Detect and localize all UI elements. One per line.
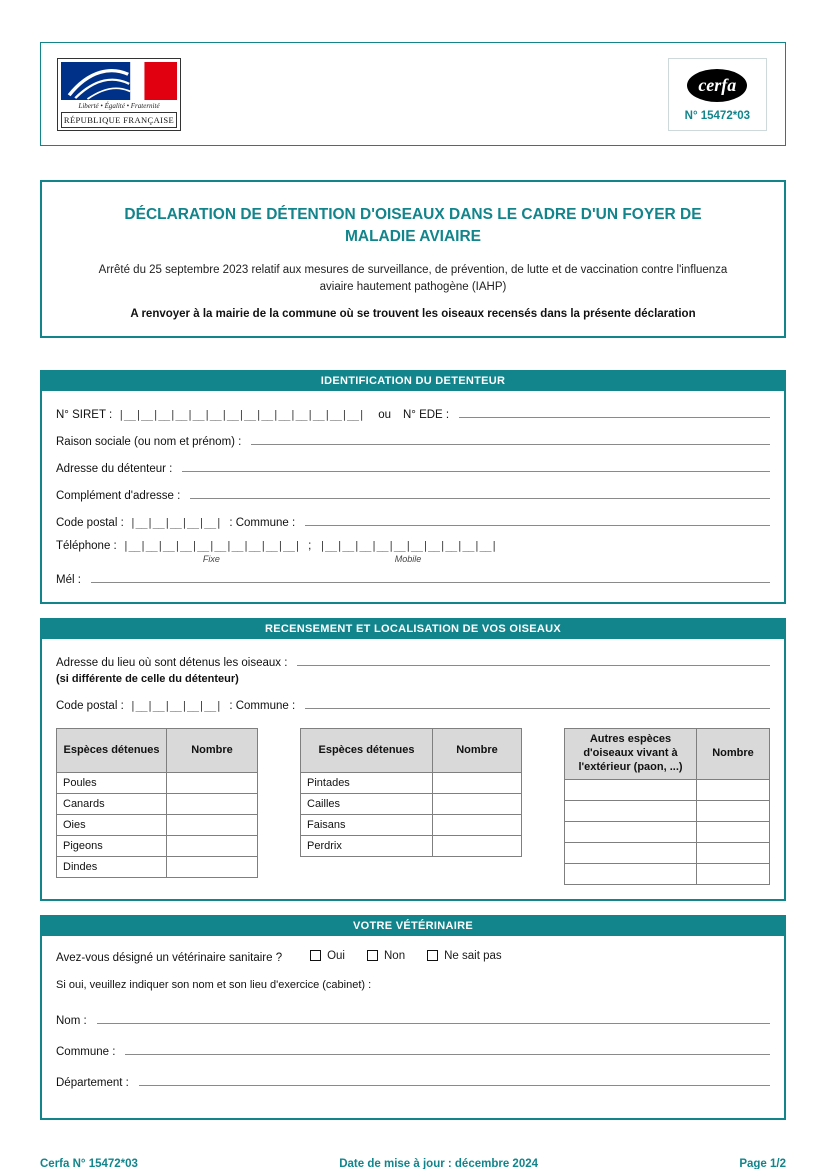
identification-body — [42, 391, 784, 602]
table3-species-header: Autres espèces d'oiseaux vivant à l'extérieur (paon, ...) — [565, 729, 697, 779]
recensement-body — [42, 639, 784, 898]
table1-header-row — [57, 729, 258, 773]
species-cell: Faisans — [301, 815, 433, 836]
species-row — [301, 794, 522, 815]
commune-label: : Commune : — [229, 517, 296, 530]
table2-header-row — [301, 729, 522, 773]
adresse-detenteur-input-line[interactable] — [182, 459, 770, 472]
form-header — [40, 42, 786, 146]
footer-update-date: Date de mise à jour : décembre 2024 — [339, 1158, 539, 1169]
species-table-2 — [300, 728, 522, 857]
vet-nom-row — [56, 1011, 770, 1027]
adresse-oiseaux-row — [56, 653, 770, 669]
species-row — [565, 800, 770, 821]
species-row — [57, 815, 258, 836]
cerfa-logo — [687, 69, 747, 102]
option-ne-sait-pas[interactable] — [427, 950, 502, 962]
mobile-caption: Mobile — [394, 554, 422, 565]
code-postal-oiseaux-label: Code postal : — [56, 700, 124, 713]
vet-departement-row — [56, 1073, 770, 1089]
species-row — [301, 815, 522, 836]
siret-row — [56, 405, 770, 421]
phone-fixe-boxes[interactable]: |__|__|__|__|__|__|__|__|__|__| — [122, 540, 301, 553]
number-cell[interactable] — [433, 836, 522, 857]
species-cell[interactable] — [565, 863, 697, 884]
commune-input-line[interactable] — [305, 513, 770, 526]
veterinaire-instruction: Si oui, veuillez indiquer son nom et son lieu d'exercice (cabinet) : — [56, 979, 372, 992]
species-table-1 — [56, 728, 258, 878]
vet-departement-input-line[interactable] — [139, 1073, 770, 1086]
vet-nom-input-line[interactable] — [97, 1011, 770, 1024]
species-row — [565, 863, 770, 884]
telephone-label: Téléphone : — [56, 540, 117, 553]
mel-label: Mél : — [56, 574, 81, 587]
number-cell[interactable] — [167, 794, 258, 815]
french-flag-marianne-icon — [61, 62, 177, 100]
species-row — [565, 842, 770, 863]
table3-header-row — [565, 729, 770, 779]
cerfa-block — [668, 58, 767, 131]
species-row — [565, 821, 770, 842]
number-cell[interactable] — [433, 794, 522, 815]
number-cell[interactable] — [697, 821, 770, 842]
option-non[interactable] — [367, 950, 405, 962]
ou-label: ou — [378, 409, 391, 422]
species-cell: Canards — [57, 794, 167, 815]
identification-title-bar: IDENTIFICATION DU DETENTEUR — [42, 372, 784, 391]
page-footer — [40, 1158, 786, 1169]
footer-page-number: Page 1/2 — [739, 1158, 786, 1169]
species-cell[interactable] — [565, 779, 697, 800]
species-row — [301, 773, 522, 794]
form-subtitle: Arrêté du 25 septembre 2023 relatif aux mesures de surveillance, de prévention, de lutte et de vaccination contre l'influenza aviaire hautement pathogène (IAHP) — [98, 263, 728, 294]
code-postal-row — [56, 513, 770, 529]
section-identification — [40, 370, 786, 604]
number-cell[interactable] — [167, 815, 258, 836]
non-checkbox[interactable] — [367, 950, 378, 961]
adresse-oiseaux-input-line[interactable] — [297, 653, 770, 666]
commune-oiseaux-input-line[interactable] — [305, 696, 770, 709]
vet-commune-input-line[interactable] — [125, 1042, 770, 1055]
option-oui[interactable] — [310, 950, 345, 962]
table2-nombre-header: Nombre — [433, 729, 522, 773]
vet-commune-row — [56, 1042, 770, 1058]
species-cell: Dindes — [57, 857, 167, 878]
footer-cerfa-number: Cerfa N° 15472*03 — [40, 1158, 138, 1169]
species-cell[interactable] — [565, 842, 697, 863]
species-table-3 — [564, 728, 770, 884]
motto-text: Liberté • Égalité • Fraternité — [78, 101, 160, 110]
veterinaire-question-label: Avez-vous désigné un vétérinaire sanitaire ? — [56, 952, 283, 965]
recensement-title-bar: RECENSEMENT ET LOCALISATION DE VOS OISEAUX — [42, 620, 784, 639]
species-row — [57, 857, 258, 878]
table1-nombre-header: Nombre — [167, 729, 258, 773]
ede-label: N° EDE : — [402, 409, 450, 422]
ede-input-line[interactable] — [459, 405, 770, 418]
number-cell[interactable] — [167, 857, 258, 878]
mel-row — [56, 570, 770, 586]
species-cell: Oies — [57, 815, 167, 836]
raison-sociale-input-line[interactable] — [251, 432, 770, 445]
cerfa-logo-text: cerfa — [698, 74, 737, 95]
species-cell: Perdrix — [301, 836, 433, 857]
oui-label: Oui — [327, 949, 345, 962]
species-row — [301, 836, 522, 857]
mel-input-line[interactable] — [91, 570, 770, 583]
raison-sociale-row — [56, 432, 770, 448]
species-row — [57, 836, 258, 857]
species-cell: Poules — [57, 773, 167, 794]
species-cell: Pintades — [301, 773, 433, 794]
form-title: DÉCLARATION DE DÉTENTION D'OISEAUX DANS LE CADRE D'UN FOYER DE MALADIE AVIAIRE — [124, 206, 702, 246]
non-label: Non — [384, 949, 406, 962]
section-veterinaire — [40, 915, 786, 1121]
republique-francaise-logo — [57, 58, 181, 131]
form-number: N° 15472*03 — [684, 109, 750, 122]
number-cell[interactable] — [697, 779, 770, 800]
species-row — [565, 779, 770, 800]
species-cell[interactable] — [565, 821, 697, 842]
adresse-detenteur-label: Adresse du détenteur : — [56, 463, 173, 476]
number-cell[interactable] — [167, 773, 258, 794]
table2-species-header: Espèces détenues — [301, 729, 433, 773]
code-postal-boxes[interactable]: |__|__|__|__|__| — [129, 517, 222, 530]
section-recensement — [40, 618, 786, 900]
adresse-oiseaux-note: (si différente de celle du détenteur) — [56, 673, 239, 686]
number-cell[interactable] — [697, 863, 770, 884]
veterinaire-body — [42, 936, 784, 1119]
phone-mobile-boxes[interactable]: |__|__|__|__|__|__|__|__|__|__| — [319, 540, 497, 553]
number-cell[interactable] — [433, 815, 522, 836]
table1-species-header: Espèces détenues — [57, 729, 167, 773]
phone-separator: ; — [308, 540, 312, 553]
vet-departement-label: Département : — [56, 1077, 129, 1090]
commune-oiseaux-label: : Commune : — [229, 700, 296, 713]
siret-label: N° SIRET : — [56, 409, 113, 422]
species-cell: Cailles — [301, 794, 433, 815]
veterinaire-question-row — [56, 950, 770, 965]
species-row — [57, 773, 258, 794]
phone-mobile-group — [319, 540, 496, 564]
veterinaire-title-bar: VOTRE VÉTÉRINAIRE — [42, 917, 784, 936]
species-row — [57, 794, 258, 815]
republique-text: RÉPUBLIQUE FRANÇAISE — [61, 112, 177, 128]
number-cell[interactable] — [433, 773, 522, 794]
raison-sociale-label: Raison sociale (ou nom et prénom) : — [56, 436, 242, 449]
oui-checkbox[interactable] — [310, 950, 321, 961]
number-cell[interactable] — [697, 842, 770, 863]
complement-adresse-input-line[interactable] — [190, 486, 770, 499]
return-instruction: A renvoyer à la mairie de la commune où se trouvent les oiseaux recensés dans la présente déclaration — [130, 308, 696, 321]
ne-sait-pas-label: Ne sait pas — [444, 949, 502, 962]
telephone-row — [56, 540, 770, 564]
code-postal-oiseaux-boxes[interactable]: |__|__|__|__|__| — [129, 700, 222, 713]
code-postal-oiseaux-row — [56, 696, 770, 712]
species-cell: Pigeons — [57, 836, 167, 857]
number-cell[interactable] — [167, 836, 258, 857]
complement-adresse-row — [56, 486, 770, 502]
species-cell[interactable] — [565, 800, 697, 821]
siret-boxes[interactable]: |__|__|__|__|__|__|__|__|__|__|__|__|__|__| — [118, 409, 365, 422]
code-postal-label: Code postal : — [56, 517, 124, 530]
title-block — [40, 180, 786, 338]
phone-fixe-group — [123, 540, 300, 564]
adresse-detenteur-row — [56, 459, 770, 475]
vet-nom-label: Nom : — [56, 1015, 87, 1028]
species-tables — [56, 728, 770, 884]
ne-sait-pas-checkbox[interactable] — [427, 950, 438, 961]
number-cell[interactable] — [697, 800, 770, 821]
fixe-caption: Fixe — [202, 554, 220, 565]
adresse-oiseaux-label: Adresse du lieu où sont détenus les oiseaux : — [56, 657, 288, 670]
table3-nombre-header: Nombre — [697, 729, 770, 779]
complement-adresse-label: Complément d'adresse : — [56, 490, 181, 503]
vet-commune-label: Commune : — [56, 1046, 116, 1059]
